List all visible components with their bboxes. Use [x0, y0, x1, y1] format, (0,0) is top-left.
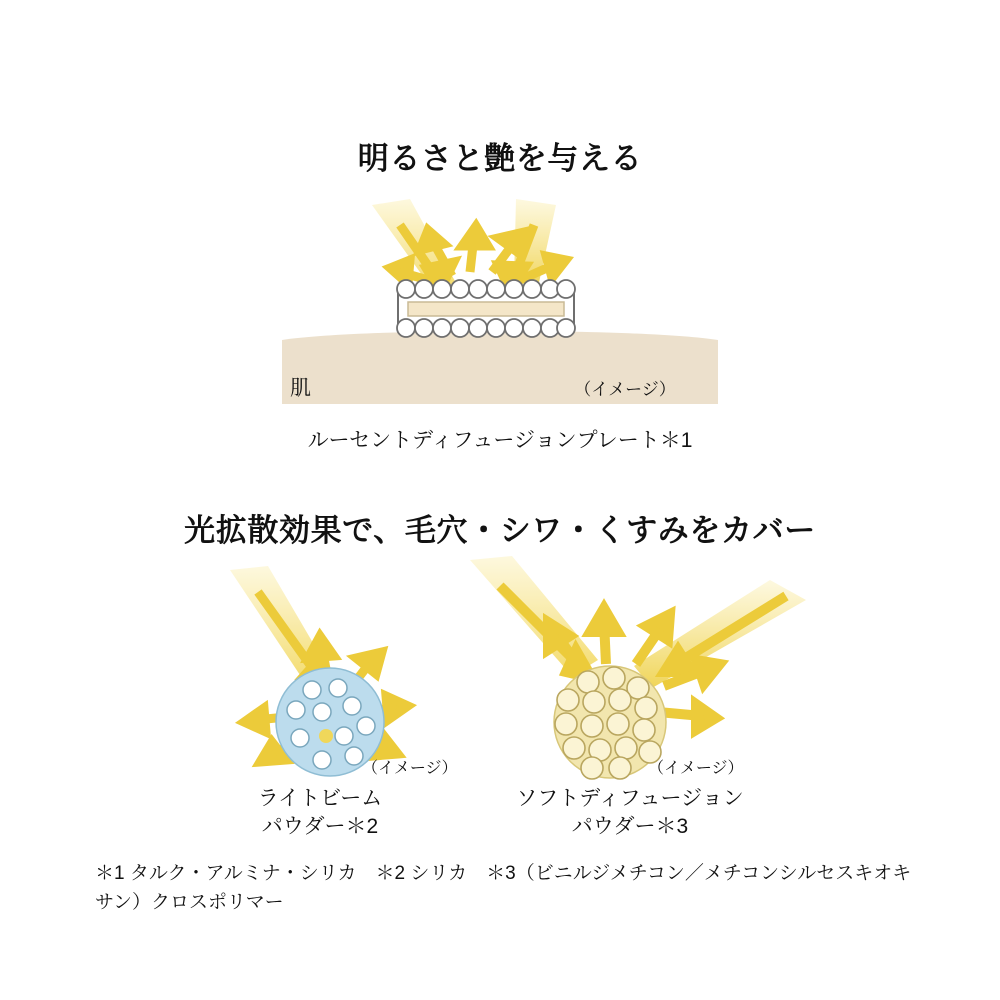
- image-note-brightness: （イメージ）: [574, 380, 676, 399]
- image-note-soft-diffusion: （イメージ）: [648, 760, 744, 777]
- image-note-light-beam: （イメージ）: [362, 760, 458, 777]
- footnotes: ＊1 タルク・アルミナ・シリカ ＊2 シリカ ＊3（ビニルジメチコン／メチコンシルセスキオキサン）クロスポリマー: [95, 863, 912, 913]
- skin-label: 肌: [290, 377, 311, 400]
- lucent-diffusion-plate: [397, 280, 575, 337]
- powder-label-light-beam-line2: パウダー＊2: [261, 815, 379, 839]
- powder-label-soft-diffusion-line1: ソフトディフュージョン: [516, 787, 744, 810]
- light-beam-powder-illustration: [230, 566, 408, 776]
- powder-label-light-beam: [200, 785, 440, 842]
- powder-label-soft-diffusion: [490, 785, 770, 842]
- section-heading-brightness: 明るさと艶を与える: [357, 141, 643, 176]
- plate-caption: ルーセントディフュージョンプレート＊1: [307, 429, 693, 452]
- powder-label-soft-diffusion-line2: パウダー＊3: [571, 815, 689, 839]
- powder-label-light-beam-line1: ライトビーム: [257, 787, 383, 810]
- section-heading-diffusion: 光拡散効果で、毛穴・シワ・くすみをカバー: [184, 513, 816, 548]
- soft-diffusion-powder-illustration: [470, 556, 806, 779]
